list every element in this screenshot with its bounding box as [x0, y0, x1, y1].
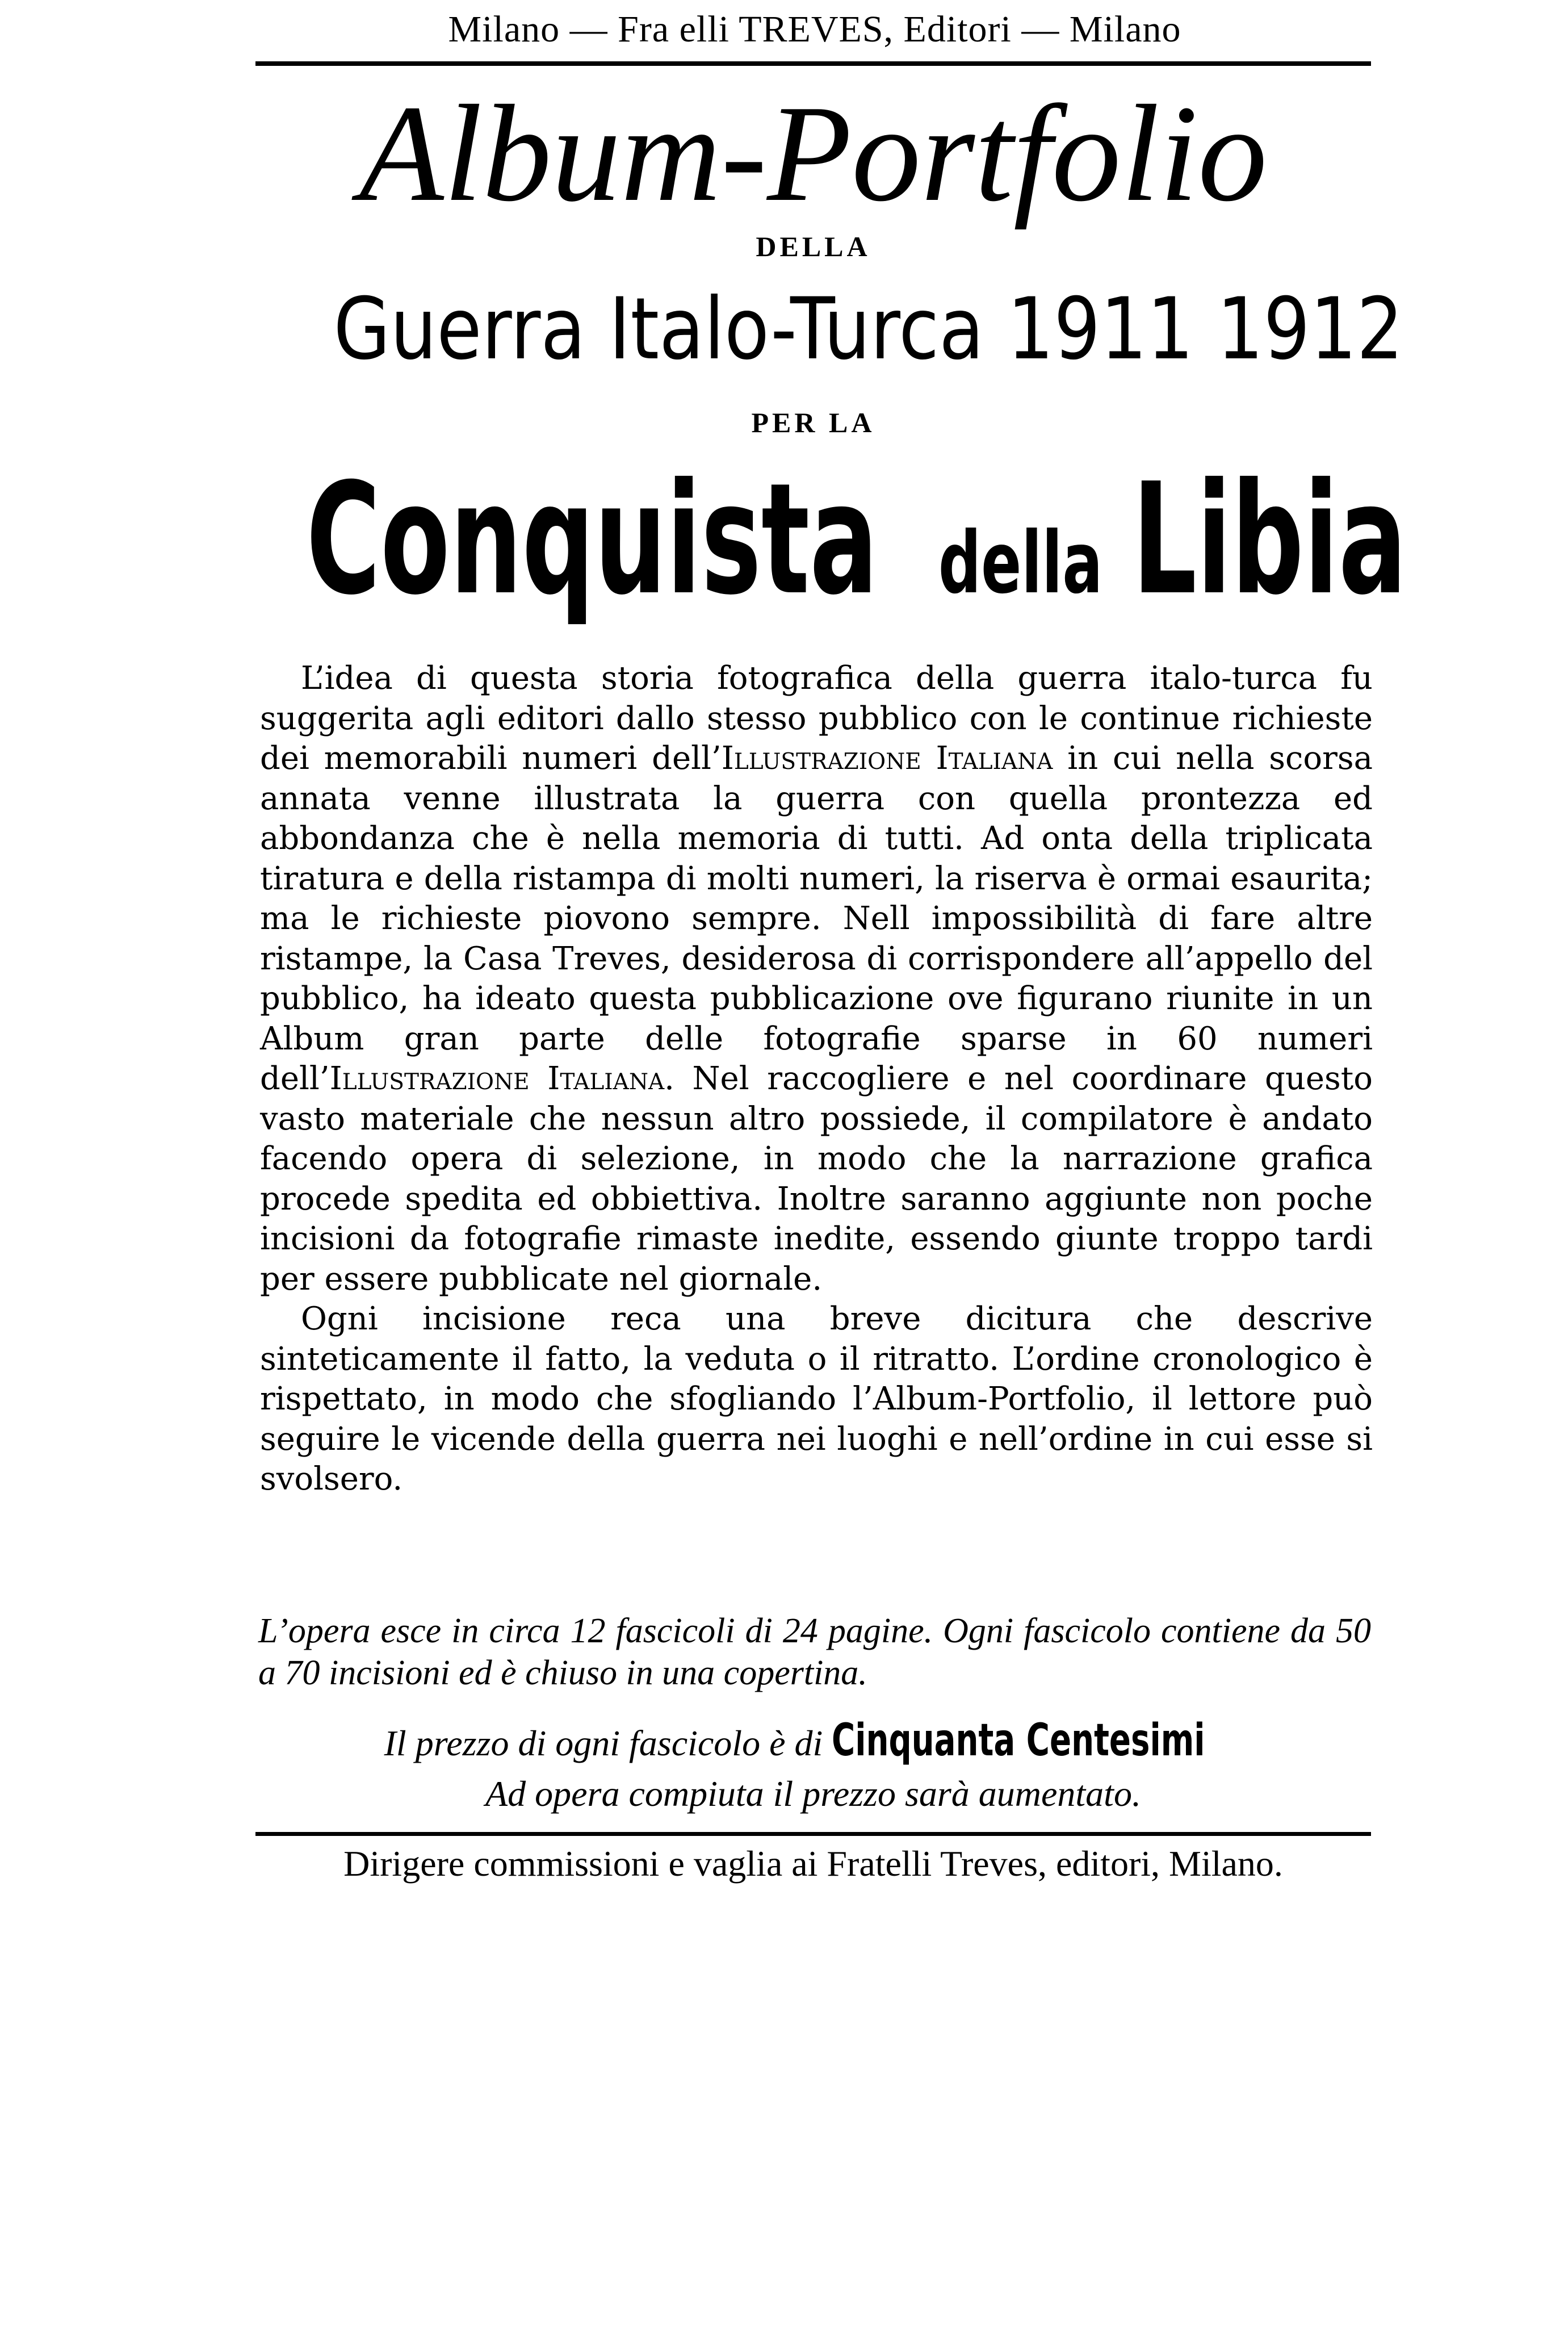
per-la-label: PER LA: [751, 407, 875, 438]
paragraph-1-part-b: in cui nella scorsa annata venne illustrata la guerra con quella prontezza ed abbondanza che è nella memoria di tutti. Ad onta della triplicata tiratura e della ristampa di molti numeri, la riserva è ormai esaurita; ma le richieste piovono sempre. Nell impossibilità di fare altre ristampe, la Casa Treves, desiderosa di corrispondere all’appello del pubblico, ha ideato questa pubblicazione ove figurano riunite in un Album gran parte delle fotografie sparse in 60 numeri dell’: [260, 740, 1373, 1097]
price-increase-note: Ad opera compiuta il prezzo sarà aumentato.: [485, 1773, 1141, 1814]
body-text: [260, 659, 1373, 1500]
footer-line: Dirigere commissioni e vaglia ai Fratelli Treves, editori, Milano.: [343, 1843, 1283, 1884]
opera-note-text: L’opera esce in circa 12 fascicoli di 24 pagine. Ogni fascicolo contiene da 50 a 70 incisioni ed è chiuso in una copertina.: [258, 1612, 1371, 1692]
publisher-header: Milano — Fra elli TREVES, Editori — Milano: [448, 9, 1181, 50]
conquista-word: Conquista: [306, 450, 878, 629]
price-amount: Cinquanta Centesimi: [832, 1715, 1205, 1766]
paragraph-1-part-c: . Nel raccogliere e nel coordinare questo vasto materiale che nessun altro possiede, il compilatore è andato facendo opera di selezione, in modo che la narrazione grafica procede spedita ed obbiettiva. Inoltre saranno aggiunte non poche incisioni da fotografie rimaste inedite, essendo giunte troppo tardi per essere pubblicate nel giornale.: [260, 1060, 1373, 1298]
paragraph-1-part-a: L’idea di questa storia fotografica della guerra italo-turca fu suggerita agli editori dallo stesso pubblico con le continue richieste dei memorabili numeri dell’: [260, 660, 1373, 777]
opera-note: [258, 1610, 1371, 1694]
libia-word: Libia: [1132, 450, 1407, 629]
bottom-rule: [255, 1832, 1371, 1836]
album-portfolio-title: Album-Portfolio: [359, 77, 1268, 230]
paragraph-1: [260, 659, 1373, 1299]
guerra-title: Guerra Italo-Turca 1911 1912: [333, 280, 1403, 379]
price-line: [255, 1715, 1371, 1766]
illustrazione-italiana-2: Illustrazione Italiana: [329, 1060, 665, 1097]
della-word: della: [938, 514, 1103, 613]
price-prefix: Il prezzo di ogni fascicolo è di: [384, 1723, 823, 1763]
della-label: DELLA: [756, 231, 871, 262]
conquista-title: [244, 449, 1407, 680]
top-rule: [255, 61, 1371, 66]
paragraph-2: Ogni incisione reca una breve dicitura che descrive sinteticamente il fatto, la veduta o il ritratto. L’ordine cronologico è rispettato, in modo che sfogliando l’Album-Portfolio, il lettore può seguire le vicende della guerra nei luoghi e nell’ordine in cui esse si svolsero.: [260, 1300, 1373, 1497]
illustrazione-italiana-1: Illustrazione Italiana: [721, 740, 1053, 777]
